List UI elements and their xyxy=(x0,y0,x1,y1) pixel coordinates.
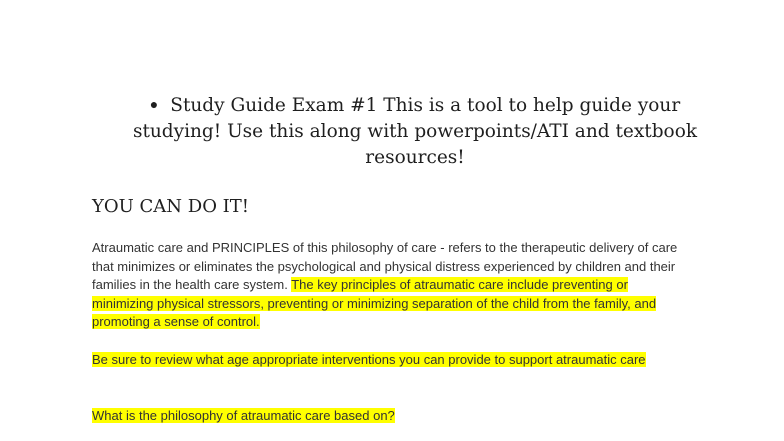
atraumatic-care-paragraph xyxy=(92,239,692,332)
paragraph-plain-text: Atraumatic care and PRINCIPLES of this philosophy of care - refers to the therapeutic delivery of care that minimizes or eliminates the psychological and physical distress experienced by children and their families in the health care system. xyxy=(92,240,678,292)
encouragement-heading: YOU CAN DO IT! xyxy=(92,196,250,217)
philosophy-question-paragraph xyxy=(92,407,692,426)
review-interventions-paragraph xyxy=(92,351,692,370)
highlighted-key-principles: The key principles of atraumatic care include preventing or minimizing physical stressors, preventing or minimizing separation of the child from the family, and promoting a sense of control. xyxy=(92,277,657,329)
highlighted-review-note: Be sure to review what age appropriate interventions you can provide to support atraumatic care xyxy=(92,352,646,367)
bullet-icon: ● xyxy=(149,96,159,112)
highlighted-question: What is the philosophy of atraumatic care based on? xyxy=(92,408,395,423)
title-text: Study Guide Exam #1 This is a tool to help guide your studying! Use this along with powerpoints/ATI and textbook resources! xyxy=(132,95,698,168)
study-guide-title xyxy=(130,91,700,171)
